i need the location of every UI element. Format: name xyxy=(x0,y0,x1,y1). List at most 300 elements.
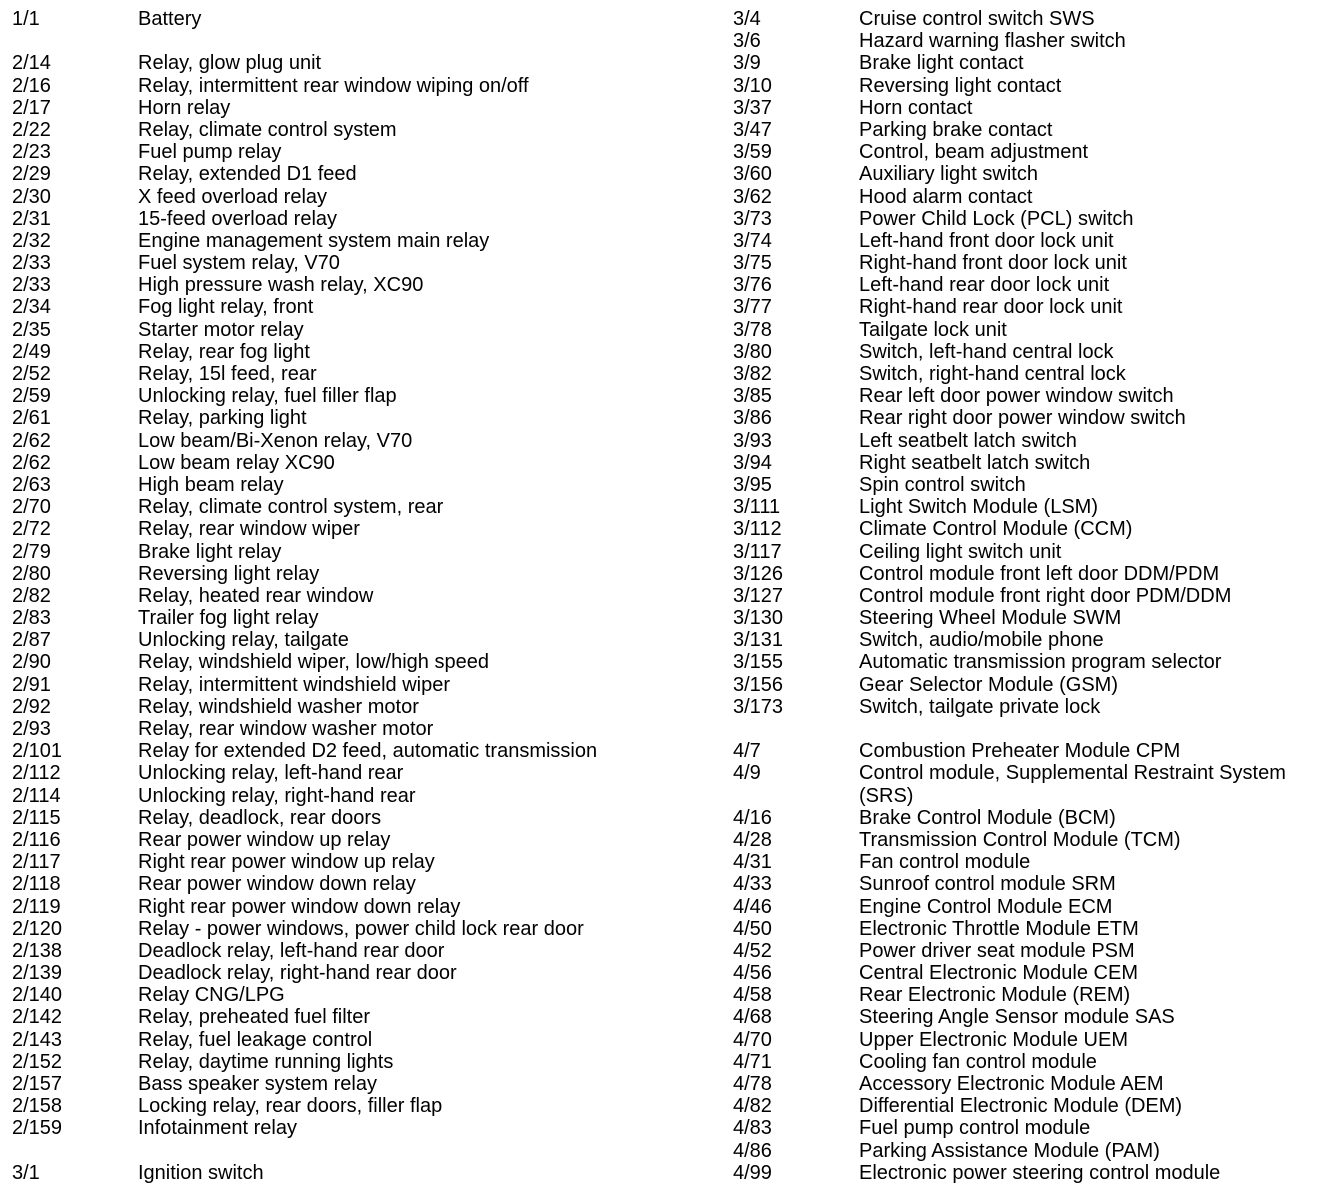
component-code: 3/173 xyxy=(733,695,784,718)
component-row xyxy=(12,674,712,696)
component-description: Reversing light contact xyxy=(859,74,1062,97)
component-row xyxy=(733,1162,1338,1184)
component-row xyxy=(733,230,1338,252)
component-row xyxy=(733,141,1338,163)
component-row xyxy=(12,762,712,784)
component-row xyxy=(12,385,712,407)
component-code: 2/101 xyxy=(12,740,63,763)
component-description: Accessory Electronic Module AEM xyxy=(859,1073,1164,1096)
component-code: 3/77 xyxy=(733,296,772,319)
component-description: Relay - power windows, power child lock rear door xyxy=(138,917,584,940)
component-description: Rear power window down relay xyxy=(138,873,416,896)
component-row xyxy=(12,785,712,807)
component-description: Rear Electronic Module (REM) xyxy=(859,984,1131,1007)
component-row xyxy=(12,629,712,651)
component-row xyxy=(12,186,712,208)
component-code: 4/31 xyxy=(733,851,772,874)
component-row xyxy=(12,541,712,563)
component-description: Unlocking relay, fuel filler flap xyxy=(138,385,397,408)
component-description: Ceiling light switch unit xyxy=(859,540,1062,563)
component-row xyxy=(733,1051,1338,1073)
component-description: Transmission Control Module (TCM) xyxy=(859,828,1181,851)
component-row xyxy=(733,829,1338,851)
component-code: 2/52 xyxy=(12,363,51,385)
component-row xyxy=(733,341,1338,363)
component-code: 2/31 xyxy=(12,207,51,230)
component-row xyxy=(733,918,1338,940)
component-row xyxy=(12,496,712,518)
component-row xyxy=(733,8,1338,30)
component-row xyxy=(733,607,1338,629)
component-description: Left-hand front door lock unit xyxy=(859,229,1114,252)
component-description: Central Electronic Module CEM xyxy=(859,962,1138,985)
component-row xyxy=(12,563,712,585)
component-row xyxy=(733,1095,1338,1117)
component-row xyxy=(12,829,712,851)
component-row xyxy=(733,452,1338,474)
component-row xyxy=(12,208,712,230)
component-description: Differential Electronic Module (DEM) xyxy=(859,1095,1183,1118)
component-description: Engine Control Module ECM xyxy=(859,895,1113,918)
component-row xyxy=(12,1029,712,1051)
right-column xyxy=(733,8,1338,1184)
component-row xyxy=(12,407,712,429)
component-code: 2/82 xyxy=(12,584,51,607)
component-code: 2/115 xyxy=(12,806,61,829)
component-row xyxy=(733,30,1338,52)
component-description: Fog light relay, front xyxy=(138,296,314,319)
component-row xyxy=(12,363,712,385)
component-row xyxy=(733,1073,1338,1095)
component-row xyxy=(12,873,712,895)
component-code: 3/6 xyxy=(733,30,761,53)
component-description: Steering Angle Sensor module SAS xyxy=(859,1006,1175,1029)
component-description: Low beam relay XC90 xyxy=(138,451,335,474)
component-row xyxy=(733,541,1338,563)
component-description: Unlocking relay, tailgate xyxy=(138,629,349,652)
component-code: 2/62 xyxy=(12,451,51,474)
component-code: 2/157 xyxy=(12,1073,63,1095)
component-row xyxy=(12,52,712,74)
component-code: 2/29 xyxy=(12,163,51,186)
component-row xyxy=(733,1006,1338,1028)
component-row xyxy=(12,341,712,363)
component-code: 3/126 xyxy=(733,562,784,585)
component-description: Trailer fog light relay xyxy=(138,607,319,630)
component-code: 2/49 xyxy=(12,340,51,363)
component-code: 4/83 xyxy=(733,1117,772,1140)
component-description: Relay CNG/LPG xyxy=(138,984,285,1007)
component-description: Deadlock relay, right-hand rear door xyxy=(138,962,457,985)
component-row xyxy=(12,1073,712,1095)
component-description: Hazard warning flasher switch xyxy=(859,30,1126,53)
component-code: 3/75 xyxy=(733,252,772,275)
component-code: 2/30 xyxy=(12,185,51,208)
component-row xyxy=(733,940,1338,962)
component-row xyxy=(12,962,712,984)
component-row xyxy=(733,896,1338,918)
component-row xyxy=(12,718,712,740)
component-row xyxy=(12,807,712,829)
component-code: 3/85 xyxy=(733,385,772,408)
component-description: Switch, right-hand central lock xyxy=(859,363,1126,385)
component-description: Relay, intermittent windshield wiper xyxy=(138,673,450,696)
component-code: 3/94 xyxy=(733,451,772,474)
component-description: Relay, rear window washer motor xyxy=(138,718,434,740)
component-code: 2/34 xyxy=(12,296,51,319)
component-description: Relay, 15l feed, rear xyxy=(138,363,317,385)
component-description: Low beam/Bi-Xenon relay, V70 xyxy=(138,429,413,452)
component-row xyxy=(733,674,1338,696)
component-description: Unlocking relay, left-hand rear xyxy=(138,762,404,785)
component-description: Control, beam adjustment xyxy=(859,141,1089,164)
component-description: Relay, preheated fuel filter xyxy=(138,1006,370,1029)
component-code: 2/152 xyxy=(12,1050,63,1073)
component-description: Rear right door power window switch xyxy=(859,407,1186,430)
component-row xyxy=(733,1029,1338,1051)
component-code: 2/59 xyxy=(12,385,51,408)
component-description: Deadlock relay, left-hand rear door xyxy=(138,939,445,962)
component-description: Infotainment relay xyxy=(138,1117,297,1140)
component-row xyxy=(733,873,1338,895)
component-code: 2/143 xyxy=(12,1028,63,1051)
component-row xyxy=(12,1006,712,1028)
component-code: 3/37 xyxy=(733,96,772,119)
component-row xyxy=(12,585,712,607)
component-code: 3/82 xyxy=(733,363,772,385)
component-code: 2/72 xyxy=(12,518,51,541)
component-description: Light Switch Module (LSM) xyxy=(859,496,1098,519)
component-description: Reversing light relay xyxy=(138,562,320,585)
component-code: 3/47 xyxy=(733,118,772,141)
component-row xyxy=(733,385,1338,407)
component-code: 2/62 xyxy=(12,429,51,452)
component-row xyxy=(733,274,1338,296)
component-code: 3/86 xyxy=(733,407,772,430)
component-row xyxy=(733,430,1338,452)
component-row xyxy=(12,918,712,940)
component-code: 2/90 xyxy=(12,651,51,674)
component-row xyxy=(12,141,712,163)
component-row xyxy=(733,851,1338,873)
component-code: 2/138 xyxy=(12,939,63,962)
component-code: 3/74 xyxy=(733,229,772,252)
component-row xyxy=(12,896,712,918)
component-code: 4/50 xyxy=(733,917,772,940)
component-code: 4/16 xyxy=(733,806,772,829)
component-code: 2/16 xyxy=(12,74,51,97)
component-description: Right seatbelt latch switch xyxy=(859,451,1091,474)
component-row xyxy=(733,962,1338,984)
component-row xyxy=(12,851,712,873)
component-row xyxy=(12,163,712,185)
component-description: Automatic transmission program selector xyxy=(859,651,1222,674)
component-code: 4/9 xyxy=(733,762,761,785)
component-code: 4/68 xyxy=(733,1006,772,1029)
component-row xyxy=(12,319,712,341)
component-description: Electronic power steering control module xyxy=(859,1161,1221,1184)
component-code: 3/112 xyxy=(733,518,782,541)
component-code: 3/117 xyxy=(733,540,782,563)
component-description: Brake light relay xyxy=(138,540,282,563)
component-row xyxy=(12,252,712,274)
component-description: Horn relay xyxy=(138,96,231,119)
component-code: 3/95 xyxy=(733,473,772,496)
component-code: 3/78 xyxy=(733,318,772,341)
component-description: 15-feed overload relay xyxy=(138,207,338,230)
component-description: High pressure wash relay, XC90 xyxy=(138,274,424,297)
component-row xyxy=(733,208,1338,230)
component-row xyxy=(12,8,712,30)
component-code: 2/119 xyxy=(12,895,61,918)
component-description: Right rear power window down relay xyxy=(138,895,461,918)
component-description: Control module, Supplemental Restraint System (SRS) xyxy=(859,762,1286,807)
group-spacer xyxy=(12,1140,712,1162)
component-row xyxy=(12,1095,712,1117)
component-description: Right-hand front door lock unit xyxy=(859,252,1127,275)
component-description: Unlocking relay, right-hand rear xyxy=(138,784,416,807)
component-description: Relay, daytime running lights xyxy=(138,1050,394,1073)
component-description: Gear Selector Module (GSM) xyxy=(859,673,1118,696)
component-description: Rear power window up relay xyxy=(138,828,391,851)
component-description: Relay, intermittent rear window wiping on/off xyxy=(138,74,529,97)
component-description: Engine management system main relay xyxy=(138,229,490,252)
group-spacer xyxy=(733,718,1338,740)
component-code: 3/9 xyxy=(733,52,761,75)
component-description: Relay, rear window wiper xyxy=(138,518,360,541)
component-row xyxy=(733,97,1338,119)
component-description: Relay, fuel leakage control xyxy=(138,1028,373,1051)
component-row xyxy=(733,186,1338,208)
component-row xyxy=(733,319,1338,341)
component-code: 4/99 xyxy=(733,1161,772,1184)
component-description: Relay, deadlock, rear doors xyxy=(138,806,382,829)
component-code: 3/59 xyxy=(733,141,772,164)
component-code: 2/92 xyxy=(12,695,51,718)
component-description: Starter motor relay xyxy=(138,318,304,341)
component-row xyxy=(733,1140,1338,1162)
component-row xyxy=(733,518,1338,540)
component-row xyxy=(12,474,712,496)
component-row xyxy=(733,563,1338,585)
component-row xyxy=(12,296,712,318)
component-row xyxy=(733,629,1338,651)
component-description: Upper Electronic Module UEM xyxy=(859,1028,1128,1051)
component-row xyxy=(733,496,1338,518)
component-description: Sunroof control module SRM xyxy=(859,873,1116,896)
component-row xyxy=(733,75,1338,97)
component-row xyxy=(12,740,712,762)
component-code: 4/86 xyxy=(733,1139,772,1162)
component-code: 4/70 xyxy=(733,1028,772,1051)
component-code: 2/35 xyxy=(12,318,51,341)
component-code: 2/139 xyxy=(12,962,63,985)
component-row xyxy=(733,585,1338,607)
component-code: 2/14 xyxy=(12,52,51,75)
component-description: Switch, audio/mobile phone xyxy=(859,629,1104,652)
component-code: 3/73 xyxy=(733,207,772,230)
component-row xyxy=(733,296,1338,318)
component-row xyxy=(12,1162,712,1184)
component-description: Spin control switch xyxy=(859,473,1026,496)
component-description: Relay, climate control system xyxy=(138,118,397,141)
component-code: 3/62 xyxy=(733,185,772,208)
component-row xyxy=(12,230,712,252)
component-row xyxy=(12,607,712,629)
component-description: Fuel pump relay xyxy=(138,141,282,164)
component-code: 2/17 xyxy=(12,96,51,119)
component-code: 3/130 xyxy=(733,607,784,630)
component-description: Relay, windshield washer motor xyxy=(138,695,419,718)
component-row xyxy=(733,363,1338,385)
component-description: Relay, rear fog light xyxy=(138,340,310,363)
component-code: 3/4 xyxy=(733,8,761,30)
component-description: Brake Control Module (BCM) xyxy=(859,806,1116,829)
component-code: 2/116 xyxy=(12,828,61,851)
component-row xyxy=(733,1117,1338,1139)
component-description: Fan control module xyxy=(859,851,1031,874)
component-code: 3/131 xyxy=(733,629,784,652)
component-description: X feed overload relay xyxy=(138,185,328,208)
component-description: Cooling fan control module xyxy=(859,1050,1097,1073)
component-code: 2/118 xyxy=(12,873,61,896)
component-description: Power driver seat module PSM xyxy=(859,939,1135,962)
component-description: Parking brake contact xyxy=(859,118,1053,141)
component-description: Left seatbelt latch switch xyxy=(859,429,1077,452)
component-code: 4/78 xyxy=(733,1073,772,1096)
component-row xyxy=(733,52,1338,74)
component-description: Combustion Preheater Module CPM xyxy=(859,740,1181,763)
component-code: 4/82 xyxy=(733,1095,772,1118)
component-description: Fuel system relay, V70 xyxy=(138,252,340,275)
component-code: 2/140 xyxy=(12,984,63,1007)
component-row xyxy=(12,984,712,1006)
component-description: Relay, extended D1 feed xyxy=(138,163,357,186)
component-code: 2/61 xyxy=(12,407,51,430)
component-row xyxy=(12,1117,712,1139)
component-code: 3/111 xyxy=(733,496,781,519)
component-description: Locking relay, rear doors, filler flap xyxy=(138,1095,443,1118)
component-row xyxy=(12,696,712,718)
component-row xyxy=(733,762,1338,806)
component-code: 2/22 xyxy=(12,118,51,141)
component-code: 2/80 xyxy=(12,562,51,585)
component-description: Tailgate lock unit xyxy=(859,318,1007,341)
component-row xyxy=(12,430,712,452)
component-row xyxy=(733,474,1338,496)
component-code: 3/155 xyxy=(733,651,784,674)
component-row xyxy=(12,75,712,97)
component-code: 2/91 xyxy=(12,673,51,696)
component-code: 4/7 xyxy=(733,740,761,763)
component-description: Parking Assistance Module (PAM) xyxy=(859,1139,1160,1162)
component-row xyxy=(12,1051,712,1073)
component-description: Right-hand rear door lock unit xyxy=(859,296,1123,319)
component-code: 4/56 xyxy=(733,962,772,985)
component-row xyxy=(733,984,1338,1006)
component-code: 2/120 xyxy=(12,917,63,940)
component-code: 4/71 xyxy=(733,1050,772,1073)
component-code: 3/127 xyxy=(733,584,784,607)
component-description: Relay, parking light xyxy=(138,407,307,430)
component-row xyxy=(733,119,1338,141)
component-code: 2/117 xyxy=(12,851,61,874)
component-description: Relay, windshield wiper, low/high speed xyxy=(138,651,489,674)
component-code: 3/10 xyxy=(733,74,772,97)
component-row xyxy=(733,807,1338,829)
component-description: Brake light contact xyxy=(859,52,1024,75)
component-row xyxy=(733,696,1338,718)
component-row xyxy=(12,274,712,296)
component-code: 3/1 xyxy=(12,1161,40,1184)
component-code: 4/28 xyxy=(733,828,772,851)
component-row xyxy=(733,740,1338,762)
component-code: 2/83 xyxy=(12,607,51,630)
component-description: Battery xyxy=(138,8,202,30)
component-code: 4/58 xyxy=(733,984,772,1007)
component-code: 2/33 xyxy=(12,274,51,297)
component-description: Power Child Lock (PCL) switch xyxy=(859,207,1134,230)
component-row xyxy=(12,940,712,962)
group-spacer xyxy=(12,30,712,52)
component-code: 2/70 xyxy=(12,496,51,519)
component-code: 4/46 xyxy=(733,895,772,918)
component-description: Relay, glow plug unit xyxy=(138,52,322,75)
component-description: Ignition switch xyxy=(138,1161,264,1184)
component-row xyxy=(733,252,1338,274)
component-code: 3/93 xyxy=(733,429,772,452)
component-code: 2/159 xyxy=(12,1117,63,1140)
component-row xyxy=(733,407,1338,429)
component-description: Switch, tailgate private lock xyxy=(859,695,1101,718)
component-code: 3/76 xyxy=(733,274,772,297)
component-code: 2/32 xyxy=(12,229,51,252)
component-description: Relay, heated rear window xyxy=(138,584,374,607)
component-description: Left-hand rear door lock unit xyxy=(859,274,1110,297)
component-description: Right rear power window up relay xyxy=(138,851,435,874)
component-row xyxy=(12,651,712,673)
component-code: 4/33 xyxy=(733,873,772,896)
component-code: 2/114 xyxy=(12,784,61,807)
component-code: 2/142 xyxy=(12,1006,63,1029)
component-code: 2/158 xyxy=(12,1095,63,1118)
component-code: 4/52 xyxy=(733,939,772,962)
component-description: Rear left door power window switch xyxy=(859,385,1174,408)
component-description: Cruise control switch SWS xyxy=(859,8,1095,30)
component-code: 2/63 xyxy=(12,473,51,496)
component-description: Relay for extended D2 feed, automatic transmission xyxy=(138,740,598,763)
component-description: High beam relay xyxy=(138,473,284,496)
component-description: Switch, left-hand central lock xyxy=(859,340,1114,363)
component-code: 2/79 xyxy=(12,540,51,563)
component-description: Hood alarm contact xyxy=(859,185,1033,208)
component-code: 3/156 xyxy=(733,673,784,696)
component-row xyxy=(733,163,1338,185)
component-code: 3/60 xyxy=(733,163,772,186)
component-code: 2/33 xyxy=(12,252,51,275)
component-description: Electronic Throttle Module ETM xyxy=(859,917,1139,940)
component-code: 2/93 xyxy=(12,718,51,740)
component-description: Steering Wheel Module SWM xyxy=(859,607,1122,630)
component-description: Fuel pump control module xyxy=(859,1117,1091,1140)
component-description: Control module front right door PDM/DDM xyxy=(859,584,1232,607)
component-row xyxy=(12,119,712,141)
component-description: Horn contact xyxy=(859,96,973,119)
component-code: 1/1 xyxy=(12,8,40,30)
component-code: 2/112 xyxy=(12,762,61,785)
component-row xyxy=(12,452,712,474)
component-row xyxy=(12,97,712,119)
